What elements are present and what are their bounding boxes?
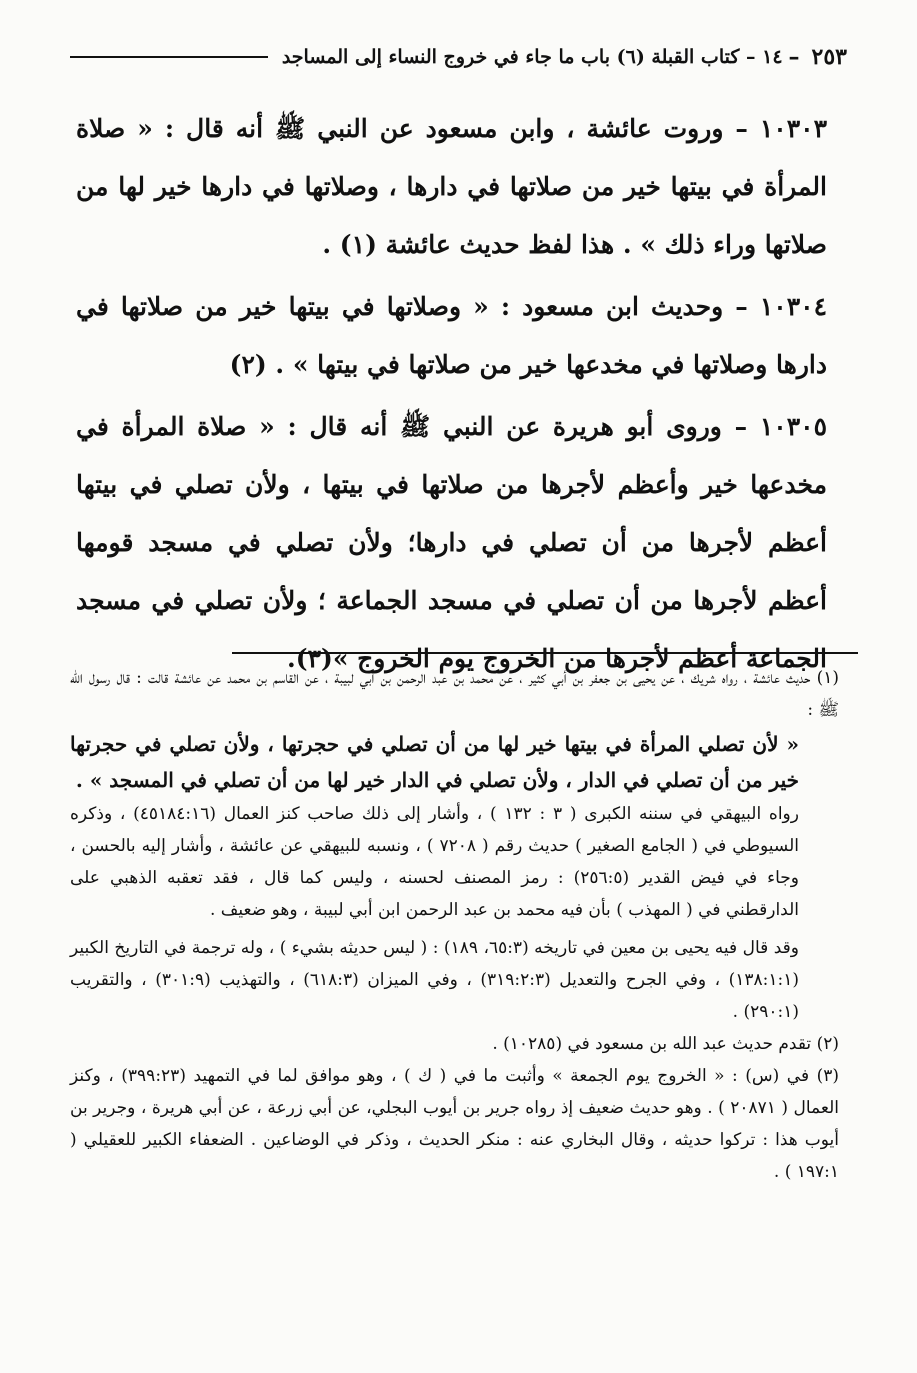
chapter-title: ١٤ – كتاب القبلة (٦) باب ما جاء في خروج النساء إلى المساجد [281, 46, 783, 68]
footnote-separator [232, 652, 858, 654]
footnote-1-intro: (١) حديث عائشة ، رواه شريك ، عن يحيى بن جعفر بن أبي كثير ، عن محمد بن عبد الرحمن بن أبي لبيبة ، عن القاسم بن محمد عن عائشة قالت : قال رسول الله ﷺ : [70, 668, 839, 720]
footnote-3: (٣) في (س) : « الخروج يوم الجمعة » وأثبت ما في ( ك ) ، وهو موافق لما في التمهيد (٣٩٩:٢٣) ، وكنز العمال ( ٢٠٨٧١ ) . وهو حديث ضعيف إذ رواه جرير بن أيوب البجلي، عن أبي زرعة ، عن أبي هريرة ، وجرير بن أيوب هذا : تركوا حديثه ، وقال البخاري عنه : منكر الحديث ، وذكر في الوضاعين . الضعفاء الكبير للعقيلي ( ١٩٧:١ ) . [70, 1066, 839, 1182]
header-rule [70, 56, 268, 58]
hadith-10303: ١٠٣٠٣ – وروت عائشة ، وابن مسعود عن النبي ﷺ أنه قال : « صلاة المرأة في بيتها خير من صلاتها في دارها ، وصلاتها في دارها خير لها من صلاتها وراء ذلك » . هذا لفظ حديث عائشة (١) . [76, 114, 827, 259]
main-text [76, 100, 827, 692]
header-dash: – [788, 44, 800, 70]
footnote-1-quote: « لأن تصلي المرأة في بيتها خير لها من أن تصلي في حجرتها ، ولأن تصلي في حجرتها خير من أن تصلي في الدار ، ولأن تصلي في الدار خير لها من أن تصلي في المسجد » . [70, 732, 799, 792]
hadith-10304: ١٠٣٠٤ – وحديث ابن مسعود : « وصلاتها في بيتها خير من صلاتها في دارها وصلاتها في مخدعها خير من صلاتها في بيتها » . (٢) [76, 292, 827, 379]
footnotes [70, 662, 839, 1188]
page-number: ٢٥٣ [811, 44, 847, 70]
footnote-1-narrator: وقد قال فيه يحيى بن معين في تاريخه (٦٥:٣، ١٨٩) : ( ليس حديثه بشيء ) ، وله ترجمة في التاريخ الكبير (١٣٨:١:١) ، وفي الجرح والتعديل (٣١٩:٢:٣) ، وفي الميزان (٦١٨:٣) ، والتهذيب (٣٠١:٩) ، والتقريب (٢٩٠:١) . [70, 938, 799, 1022]
running-header [70, 40, 847, 74]
footnote-1-source: رواه البيهقي في سننه الكبرى ( ٣ : ١٣٢ ) ، وأشار إلى ذلك صاحب كنز العمال (٤٥١٨٤:١٦) ، وذكره السيوطي في ( الجامع الصغير ) حديث رقم ( ٧٢٠٨ ) ، ونسبه للبيهقي عن عائشة ، وأشار إليه بالحسن ، وجاء في فيض القدير (٢٥٦:٥) : رمز المصنف لحسنه ، وليس كما قال ، فقد تعقبه الذهبي على الدارقطني في ( المهذب ) بأن فيه محمد بن عبد الرحمن ابن أبي لبيبة ، وهو ضعيف . [70, 804, 799, 920]
hadith-10305: ١٠٣٠٥ – وروى أبو هريرة عن النبي ﷺ أنه قال : « صلاة المرأة في مخدعها خير وأعظم لأجرها من صلاتها في بيتها ، ولأن تصلي في بيتها أعظم لأجرها من أن تصلي في دارها؛ ولأن تصلي في مسجد قومها أعظم لأجرها من أن تصلي في مسجد الجماعة ؛ ولأن تصلي في مسجد الجماعة أعظم لأجرها من الخروج يوم الخروج »(٣). [76, 412, 827, 673]
footnote-2: (٢) تقدم حديث عبد الله بن مسعود في (١٠٢٨٥) . [492, 1034, 839, 1054]
